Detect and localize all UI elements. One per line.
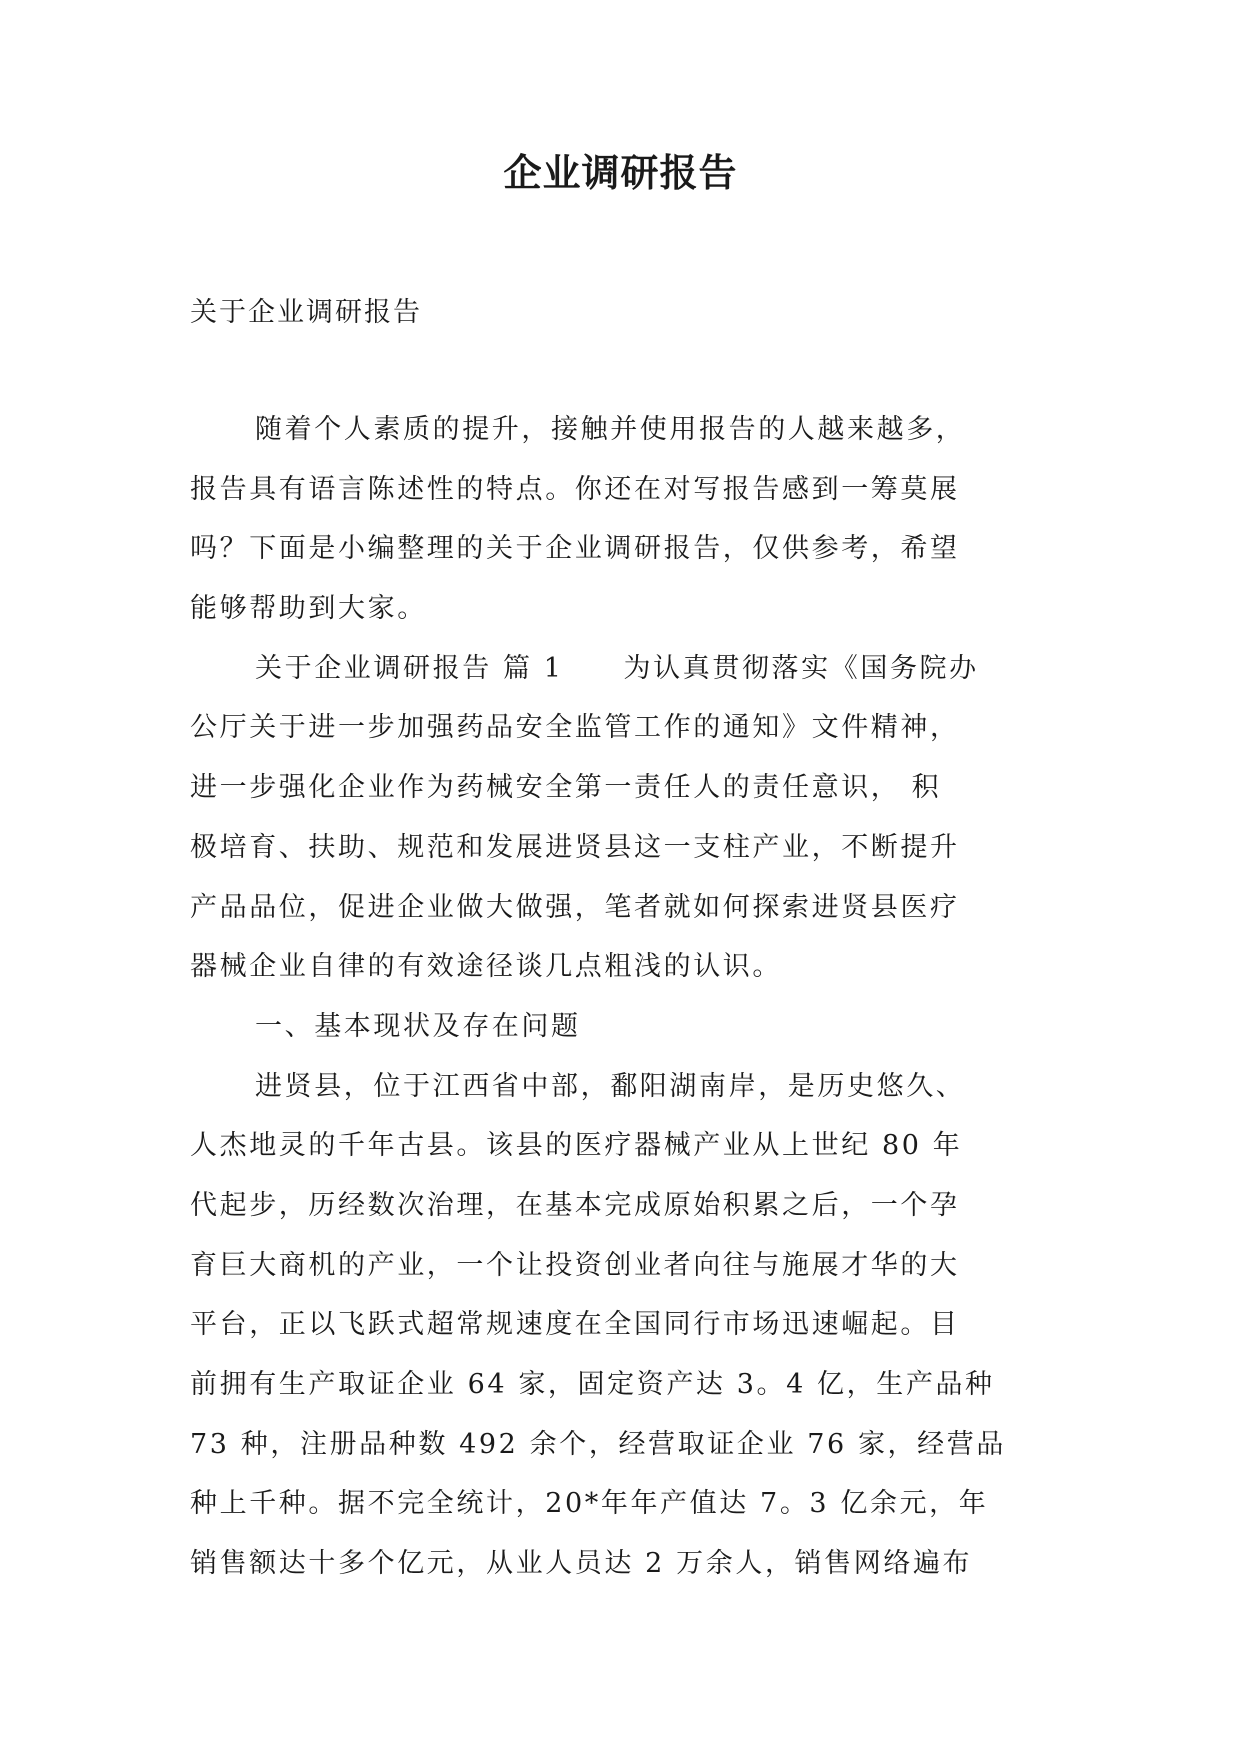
section-heading: 关于企业调研报告 篇 1 [255, 652, 564, 684]
paragraph-text: 为认真贯彻落实《国务院办 [623, 652, 979, 684]
paragraph-line: 平台，正以飞跃式超常规速度在全国同行市场迅速崛起。目 [190, 1309, 960, 1341]
paragraph-line: 器械企业自律的有效途径谈几点粗浅的认识。 [190, 951, 782, 983]
paragraph-line: 人杰地灵的千年古县。该县的医疗器械产业从上世纪 80 年 [190, 1130, 963, 1162]
paragraph-line: 报告具有语言陈述性的特点。你还在对写报告感到一筹莫展 [190, 473, 960, 505]
page-title: 企业调研报告 [503, 151, 738, 195]
paragraph-line: 进一步强化企业作为药械安全第一责任人的责任意识， 积 [190, 772, 942, 804]
paragraph-line: 吗？下面是小编整理的关于企业调研报告，仅供参考，希望 [190, 533, 960, 565]
paragraph-line: 销售额达十多个亿元，从业人员达 2 万余人，销售网络遍布 [190, 1548, 973, 1580]
paragraph-line: 73 种，注册品种数 492 余个，经营取证企业 76 家，经营品 [190, 1428, 1006, 1460]
section-heading-line [190, 649, 1050, 709]
paragraph-line: 进贤县，位于江西省中部，鄱阳湖南岸，是历史悠久、 [255, 1070, 966, 1102]
subheading-line: 一、基本现状及存在问题 [255, 1010, 581, 1042]
document-body [190, 410, 1050, 1604]
paragraph-line: 随着个人素质的提升，接触并使用报告的人越来越多， [255, 414, 966, 445]
paragraph-line: 育巨大商机的产业，一个让投资创业者向往与施展才华的大 [190, 1249, 960, 1281]
paragraph-line: 种上千种。据不完全统计，20*年年产值达 7。3 亿余元，年 [190, 1488, 989, 1520]
paragraph-line: 前拥有生产取证企业 64 家，固定资产达 3。4 亿，生产品种 [190, 1369, 995, 1400]
paragraph-line: 公厅关于进一步加强药品安全监管工作的通知》文件精神， [190, 712, 960, 744]
paragraph-line: 极培育、扶助、规范和发展进贤县这一支柱产业，不断提升 [190, 831, 960, 863]
paragraph-line: 代起步，历经数次治理，在基本完成原始积累之后，一个孕 [190, 1189, 960, 1221]
paragraph-line: 能够帮助到大家。 [190, 593, 427, 625]
document-subtitle: 关于企业调研报告 [190, 297, 422, 328]
paragraph-line: 产品品位，促进企业做大做强，笔者就如何探索进贤县医疗 [190, 891, 960, 923]
